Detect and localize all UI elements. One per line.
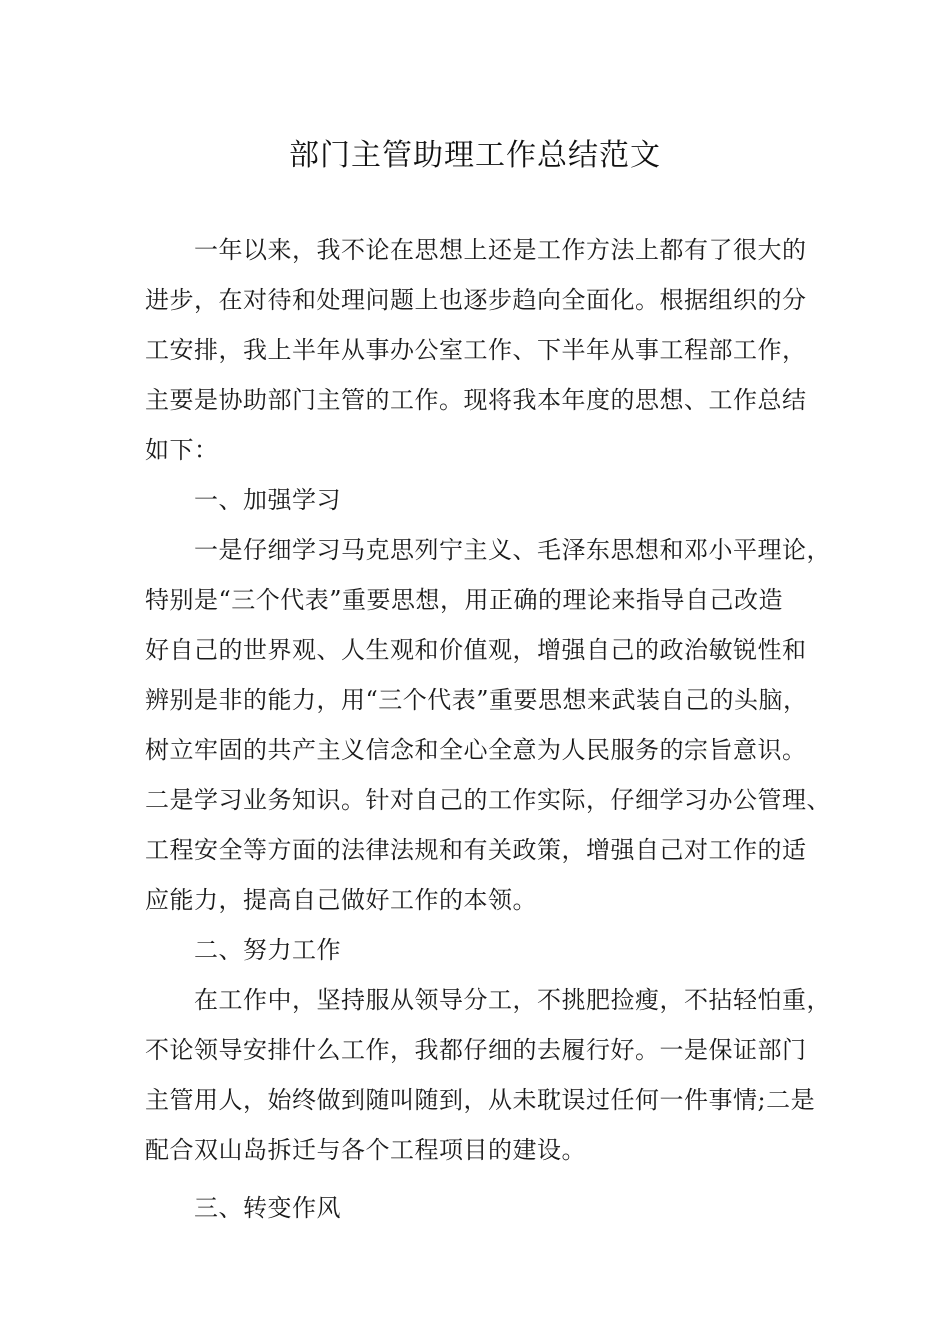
paragraph-line: 主管用人，始终做到随叫随到，从未耽误过任何一件事情;二是: [145, 1086, 816, 1114]
document-body: [145, 225, 831, 1233]
paragraph-line: 工程安全等方面的法律法规和有关政策，增强自己对工作的适: [145, 836, 807, 864]
paragraph-line: 好自己的世界观、人生观和价值观，增强自己的政治敏锐性和: [145, 636, 807, 664]
paragraph-line: 一年以来，我不论在思想上还是工作方法上都有了很大的: [194, 236, 807, 264]
paragraph-line: 如下：: [145, 436, 219, 464]
paragraph-line: 特别是“三个代表”重要思想，用正确的理论来指导自己改造: [145, 586, 784, 614]
section-heading: 一、加强学习: [194, 486, 341, 514]
paragraph-line: 不论领导安排什么工作，我都仔细的去履行好。一是保证部门: [145, 1036, 807, 1064]
paragraph-line: 进步，在对待和处理问题上也逐步趋向全面化。根据组织的分: [145, 286, 807, 314]
section-heading: 三、转变作风: [194, 1194, 341, 1222]
paragraph-line: 二是学习业务知识。针对自己的工作实际，仔细学习办公管理、: [145, 786, 831, 814]
paragraph-line: 一是仔细学习马克思列宁主义、毛泽东思想和邓小平理论，: [194, 536, 831, 564]
paragraph-line: 在工作中，坚持服从领导分工，不挑肥捡瘦，不拈轻怕重，: [194, 986, 831, 1014]
spacer: [145, 1175, 825, 1183]
paragraph-line: 工安排，我上半年从事办公室工作、下半年从事工程部工作，: [145, 336, 807, 364]
paragraph-line: 应能力，提高自己做好工作的本领。: [145, 886, 537, 914]
paragraph-line: 主要是协助部门主管的工作。现将我本年度的思想、工作总结: [145, 386, 807, 414]
document-title: 部门主管助理工作总结范文: [289, 138, 661, 173]
paragraph-line: 配合双山岛拆迁与各个工程项目的建设。: [145, 1136, 586, 1164]
section-heading: 二、努力工作: [194, 936, 341, 964]
paragraph-line: 树立牢固的共产主义信念和全心全意为人民服务的宗旨意识。: [145, 736, 807, 764]
paragraph-line: 辨别是非的能力，用“三个代表”重要思想来武装自己的头脑，: [145, 686, 808, 714]
